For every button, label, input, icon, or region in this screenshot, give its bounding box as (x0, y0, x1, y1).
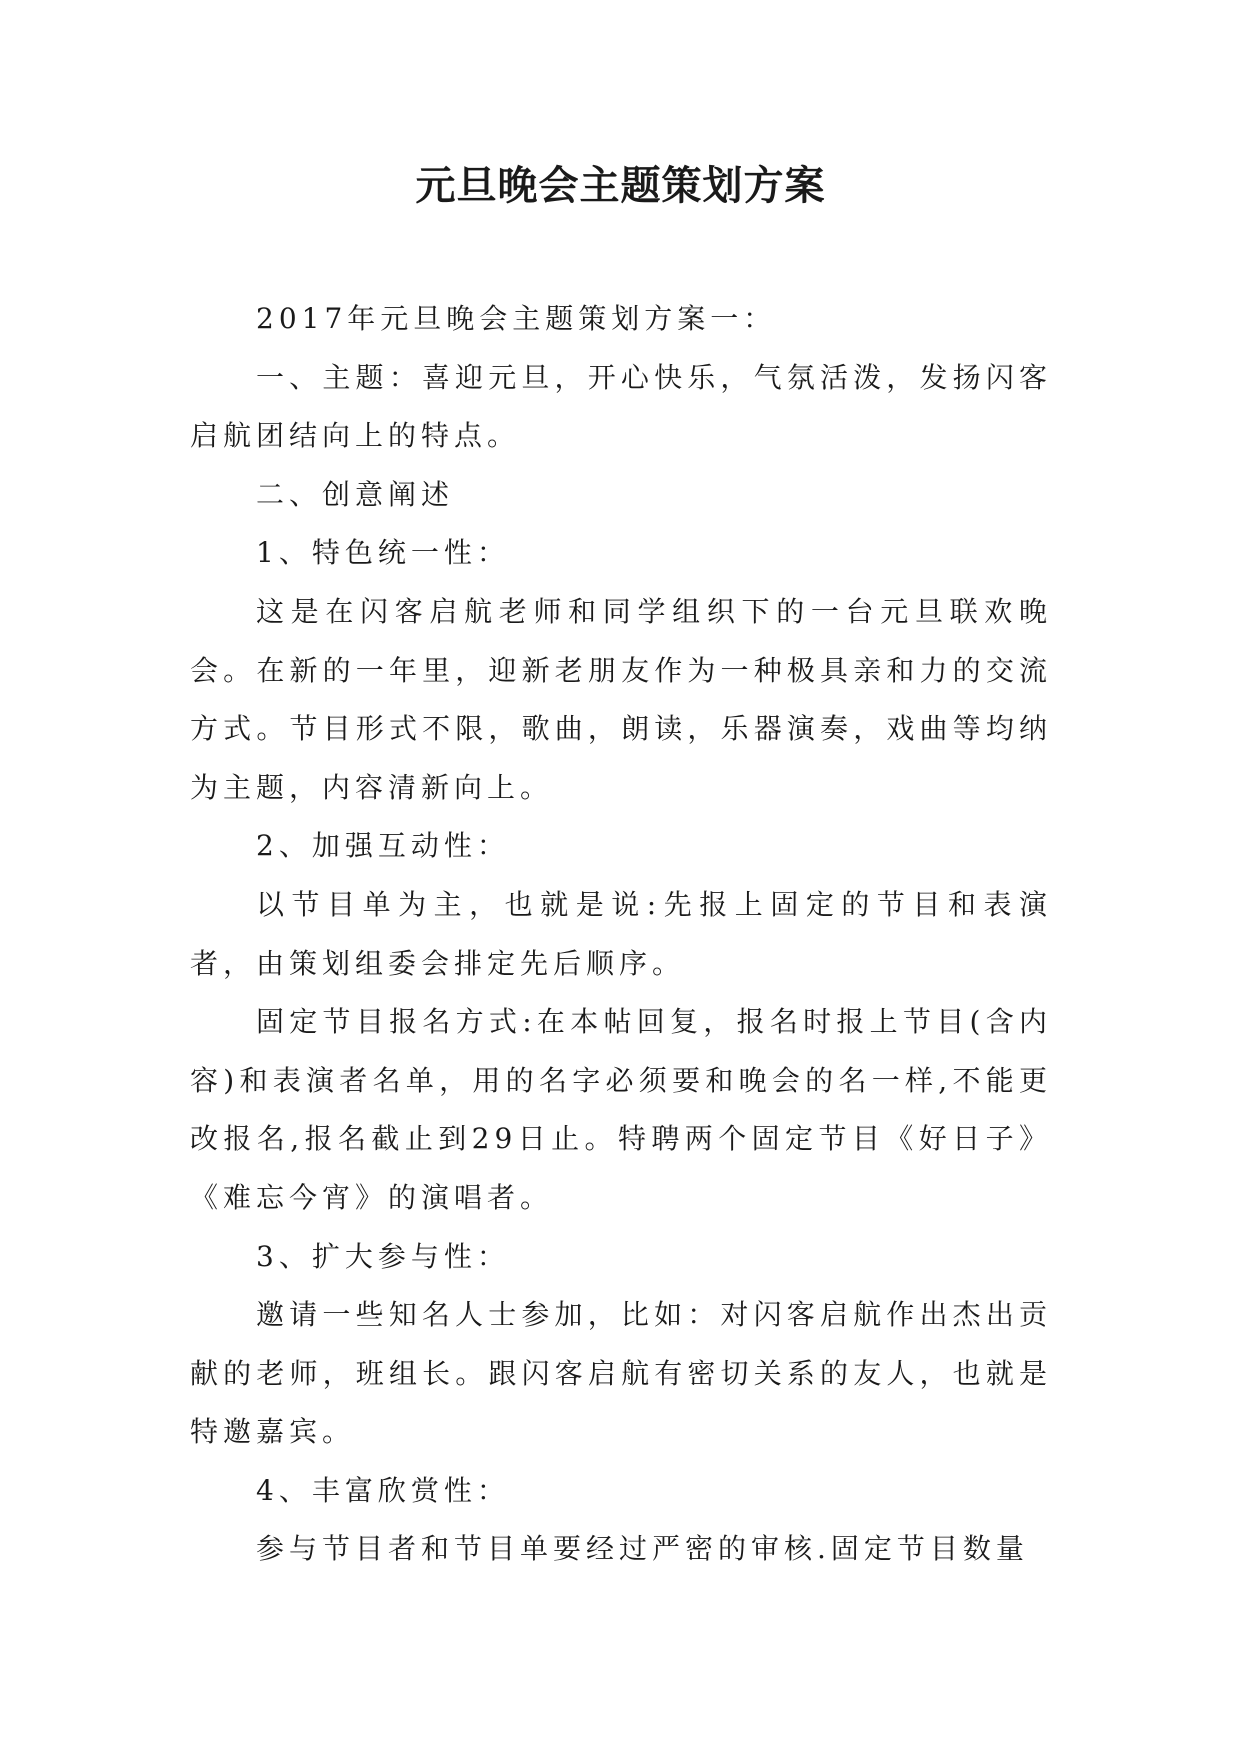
paragraph-item-1-body: 这是在闪客启航老师和同学组织下的一台元旦联欢晚会。在新的一年里，迎新老朋友作为一种极具亲和力的交流方式。节目形式不限，歌曲，朗读，乐器演奏，戏曲等均纳为主题，内容清新向上。 (190, 594, 1052, 804)
paragraph-item-4-heading: 4、丰富欣赏性： (256, 1473, 510, 1507)
paragraph-item-1-heading: 1、特色统一性： (256, 536, 510, 570)
paragraph-item-3-heading: 3、扩大参与性： (256, 1239, 510, 1273)
paragraph-item-2-body: 以节目单为主，也就是说:先报上固定的节目和表演者，由策划组委会排定先后顺序。 (190, 887, 1052, 980)
paragraph-item-2-heading: 2、加强互动性： (256, 829, 510, 863)
paragraph-plan-heading: 2017年元旦晚会主题策划方案一： (256, 302, 777, 335)
paragraph-theme: 一、主题：喜迎元旦，开心快乐，气氛活泼，发扬闪客启航团结向上的特点。 (190, 360, 1052, 453)
paragraph-section-creative: 二、创意阐述 (256, 477, 455, 511)
paragraph-item-3-body: 邀请一些知名人士参加，比如：对闪客启航作出杰出贡献的老师，班组长。跟闪客启航有密切关系的友人，也就是特邀嘉宾。 (190, 1298, 1052, 1449)
document-title: 元旦晚会主题策划方案 (415, 162, 826, 209)
paragraph-item-4-body: 参与节目者和节目单要经过严密的审核.固定节目数量 (256, 1532, 1029, 1566)
document-body (190, 290, 1052, 1579)
paragraph-item-2-signup: 固定节目报名方式:在本帖回复，报名时报上节目(含内容)和表演者名单，用的名字必须要和晚会的名一样,不能更改报名,报名截止到29日止。特聘两个固定节目《好日子》《难忘今宵》的演唱者。 (190, 1005, 1052, 1214)
